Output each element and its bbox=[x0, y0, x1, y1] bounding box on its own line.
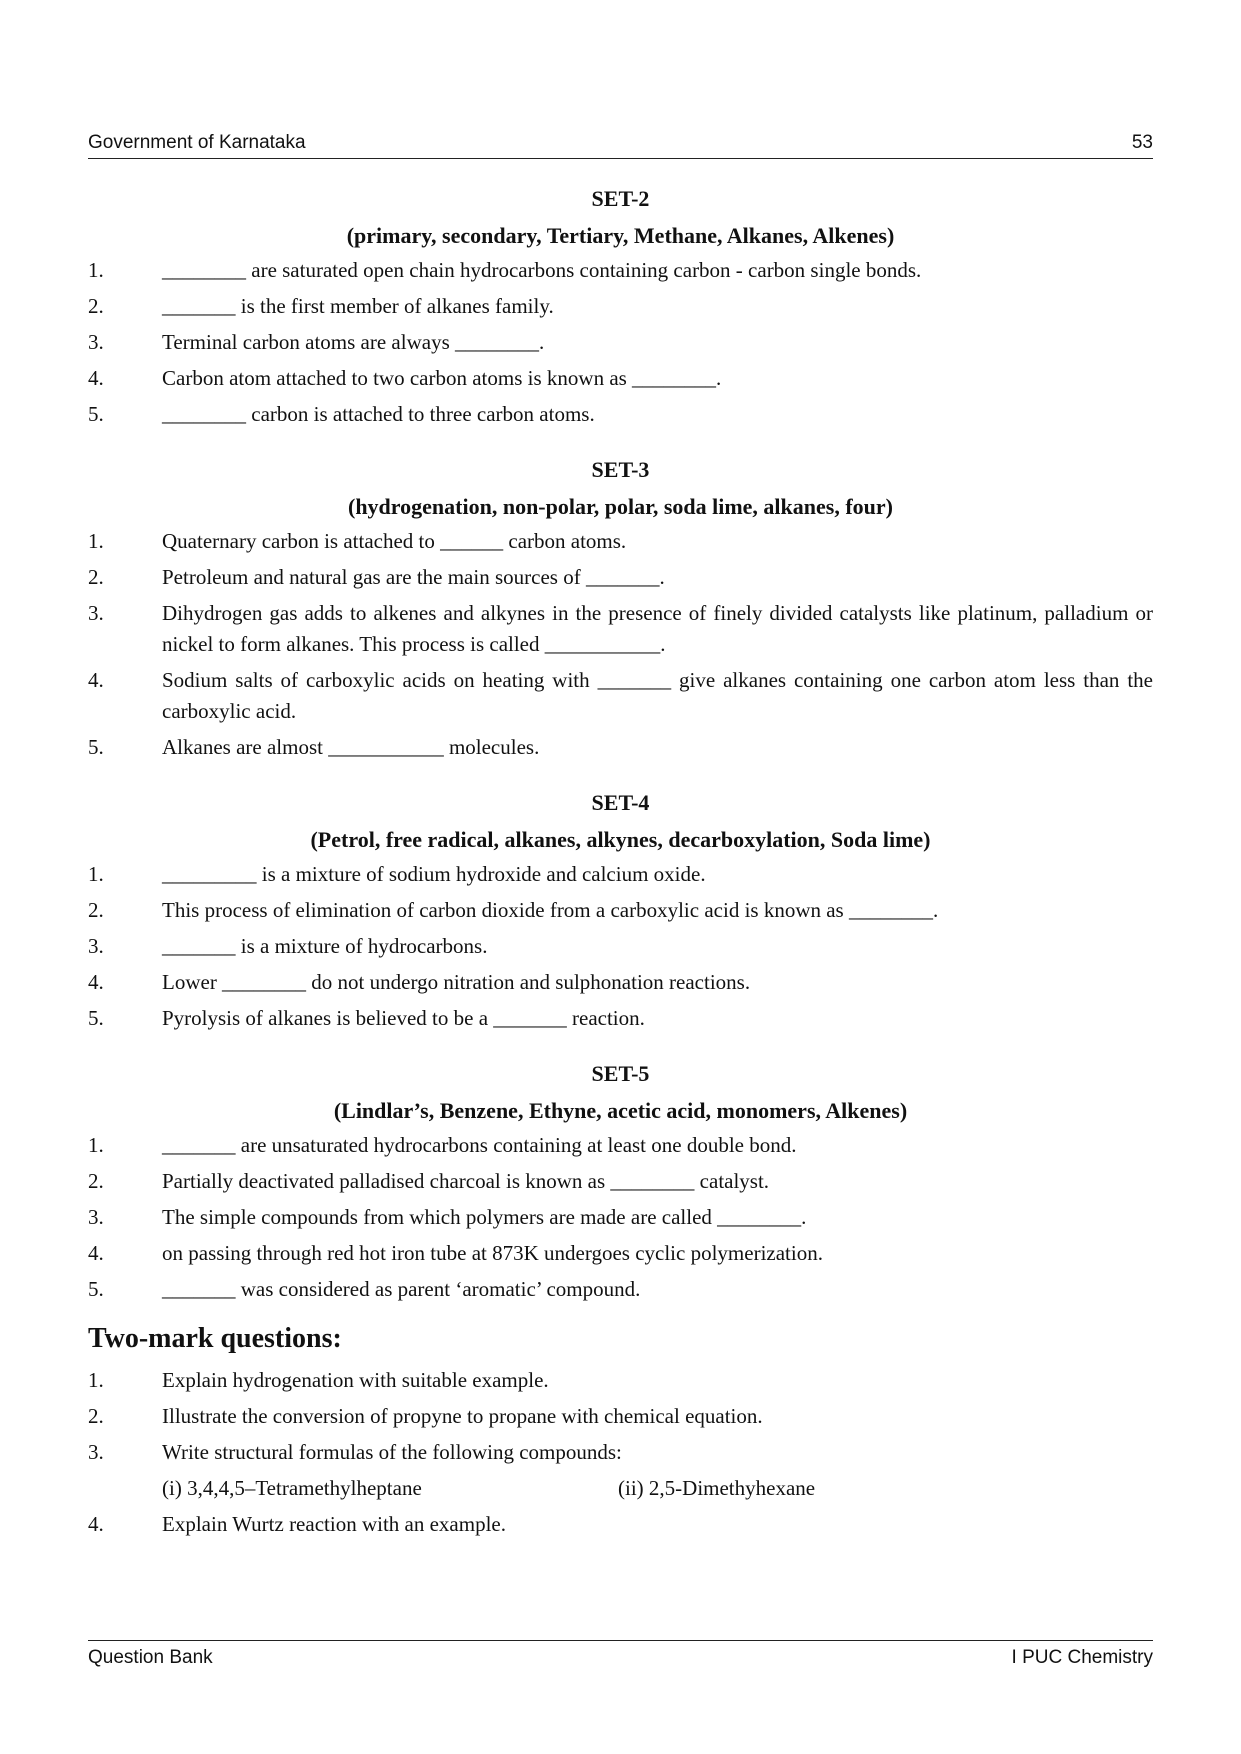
question-text: Partially deactivated palladised charcoal is known as ________ catalyst. bbox=[162, 1169, 770, 1193]
question-text: _______ was considered as parent ‘aromatic’ compound. bbox=[162, 1277, 641, 1301]
compound-item: (ii) 2,5-Dimethyhexane bbox=[618, 1476, 816, 1500]
question-item bbox=[88, 1130, 1153, 1161]
question-item bbox=[88, 526, 1153, 557]
question-text: Lower ________ do not undergo nitration and sulphonation reactions. bbox=[162, 970, 751, 994]
question-text: ________ carbon is attached to three carbon atoms. bbox=[162, 402, 595, 426]
question-text: Explain Wurtz reaction with an example. bbox=[162, 1512, 506, 1536]
question-text: Explain hydrogenation with suitable example. bbox=[162, 1368, 549, 1392]
two-mark-section bbox=[88, 1319, 1153, 1540]
question-item bbox=[88, 1003, 1153, 1034]
question-item bbox=[88, 1365, 1153, 1396]
page-footer bbox=[88, 1640, 1153, 1671]
question-text: Petroleum and natural gas are the main sources of _______. bbox=[162, 565, 665, 589]
question-number: 4. bbox=[88, 1241, 104, 1265]
document-body bbox=[88, 180, 1153, 1545]
question-item bbox=[88, 598, 1153, 660]
compound-item: (i) 3,4,4,5–Tetramethylheptane bbox=[162, 1476, 422, 1500]
question-item bbox=[88, 1166, 1153, 1197]
question-text: This process of elimination of carbon dioxide from a carboxylic acid is known as ________. bbox=[162, 898, 939, 922]
set-options: (Petrol, free radical, alkanes, alkynes, decarboxylation, Soda lime) bbox=[310, 827, 931, 852]
question-number: 2. bbox=[88, 294, 104, 318]
question-item bbox=[88, 1401, 1153, 1432]
question-number: 2. bbox=[88, 565, 104, 589]
question-text: Alkanes are almost ___________ molecules. bbox=[162, 735, 540, 759]
question-number: 5. bbox=[88, 735, 104, 759]
question-number: 4. bbox=[88, 668, 104, 692]
set-title: SET-2 bbox=[591, 186, 650, 211]
set-block bbox=[88, 451, 1153, 763]
set-block bbox=[88, 180, 1153, 430]
question-text: Illustrate the conversion of propyne to propane with chemical equation. bbox=[162, 1404, 763, 1428]
set-options: (Lindlar’s, Benzene, Ethyne, acetic acid, monomers, Alkenes) bbox=[333, 1098, 908, 1123]
question-number: 3. bbox=[88, 601, 104, 625]
question-item bbox=[88, 363, 1153, 394]
question-text: _______ is a mixture of hydrocarbons. bbox=[162, 934, 488, 958]
footer-subject: I PUC Chemistry bbox=[1011, 1647, 1153, 1668]
question-number: 1. bbox=[88, 529, 104, 553]
question-number: 2. bbox=[88, 1169, 104, 1193]
question-item bbox=[88, 732, 1153, 763]
question-number: 5. bbox=[88, 1277, 104, 1301]
compound-list bbox=[88, 1473, 1153, 1504]
question-item bbox=[88, 859, 1153, 890]
set-block bbox=[88, 784, 1153, 1034]
header-institution: Government of Karnataka bbox=[88, 132, 306, 153]
section-heading: Two-mark questions: bbox=[88, 1323, 342, 1354]
question-item bbox=[88, 931, 1153, 962]
set-options: (primary, secondary, Tertiary, Methane, Alkanes, Alkenes) bbox=[346, 223, 895, 248]
question-number: 2. bbox=[88, 1404, 104, 1428]
question-item bbox=[88, 399, 1153, 430]
question-item bbox=[88, 562, 1153, 593]
question-number: 3. bbox=[88, 1440, 104, 1464]
question-text: _______ is the first member of alkanes family. bbox=[162, 294, 554, 318]
question-number: 4. bbox=[88, 366, 104, 390]
set-block bbox=[88, 1055, 1153, 1305]
question-text: Write structural formulas of the following compounds: bbox=[162, 1440, 622, 1464]
question-item bbox=[88, 967, 1153, 998]
set-title: SET-3 bbox=[591, 457, 650, 482]
question-item bbox=[88, 255, 1153, 286]
question-number: 1. bbox=[88, 1368, 104, 1392]
question-text: Dihydrogen gas adds to alkenes and alkynes in the presence of finely divided catalysts like platinum, palladium or nickel to form alkanes. This process is called ___________. bbox=[162, 601, 1153, 656]
question-text: Terminal carbon atoms are always ________. bbox=[162, 330, 545, 354]
set-options: (hydrogenation, non-polar, polar, soda lime, alkanes, four) bbox=[348, 494, 893, 519]
question-item bbox=[88, 895, 1153, 926]
question-number: 3. bbox=[88, 934, 104, 958]
question-item bbox=[88, 1274, 1153, 1305]
question-text: _______ are unsaturated hydrocarbons containing at least one double bond. bbox=[162, 1133, 797, 1157]
question-item bbox=[88, 1238, 1153, 1269]
question-number: 4. bbox=[88, 1512, 104, 1536]
question-text: on passing through red hot iron tube at 873K undergoes cyclic polymerization. bbox=[162, 1241, 823, 1265]
question-number: 3. bbox=[88, 1205, 104, 1229]
question-number: 3. bbox=[88, 330, 104, 354]
question-number: 5. bbox=[88, 1006, 104, 1030]
page-number: 53 bbox=[1131, 132, 1153, 153]
question-item bbox=[88, 327, 1153, 358]
question-item bbox=[88, 665, 1153, 727]
question-item bbox=[88, 1509, 1153, 1540]
question-item bbox=[88, 1202, 1153, 1233]
question-number: 5. bbox=[88, 402, 104, 426]
question-item bbox=[88, 1437, 1153, 1468]
set-title: SET-4 bbox=[591, 790, 650, 815]
question-number: 4. bbox=[88, 970, 104, 994]
question-number: 1. bbox=[88, 1133, 104, 1157]
question-text: ________ are saturated open chain hydrocarbons containing carbon - carbon single bonds. bbox=[162, 258, 922, 282]
question-text: The simple compounds from which polymers are made are called ________. bbox=[162, 1205, 807, 1229]
question-text: Quaternary carbon is attached to ______ carbon atoms. bbox=[162, 529, 627, 553]
question-number: 2. bbox=[88, 898, 104, 922]
question-text: _________ is a mixture of sodium hydroxide and calcium oxide. bbox=[162, 862, 706, 886]
page-header bbox=[88, 132, 1153, 159]
footer-title: Question Bank bbox=[88, 1647, 213, 1668]
question-number: 1. bbox=[88, 258, 104, 282]
question-number: 1. bbox=[88, 862, 104, 886]
question-item bbox=[88, 291, 1153, 322]
question-text: Pyrolysis of alkanes is believed to be a _______ reaction. bbox=[162, 1006, 645, 1030]
question-text: Carbon atom attached to two carbon atoms is known as ________. bbox=[162, 366, 722, 390]
question-text: Sodium salts of carboxylic acids on heating with _______ give alkanes containing one carbon atom less than the carboxylic acid. bbox=[162, 668, 1153, 723]
set-title: SET-5 bbox=[591, 1061, 650, 1086]
